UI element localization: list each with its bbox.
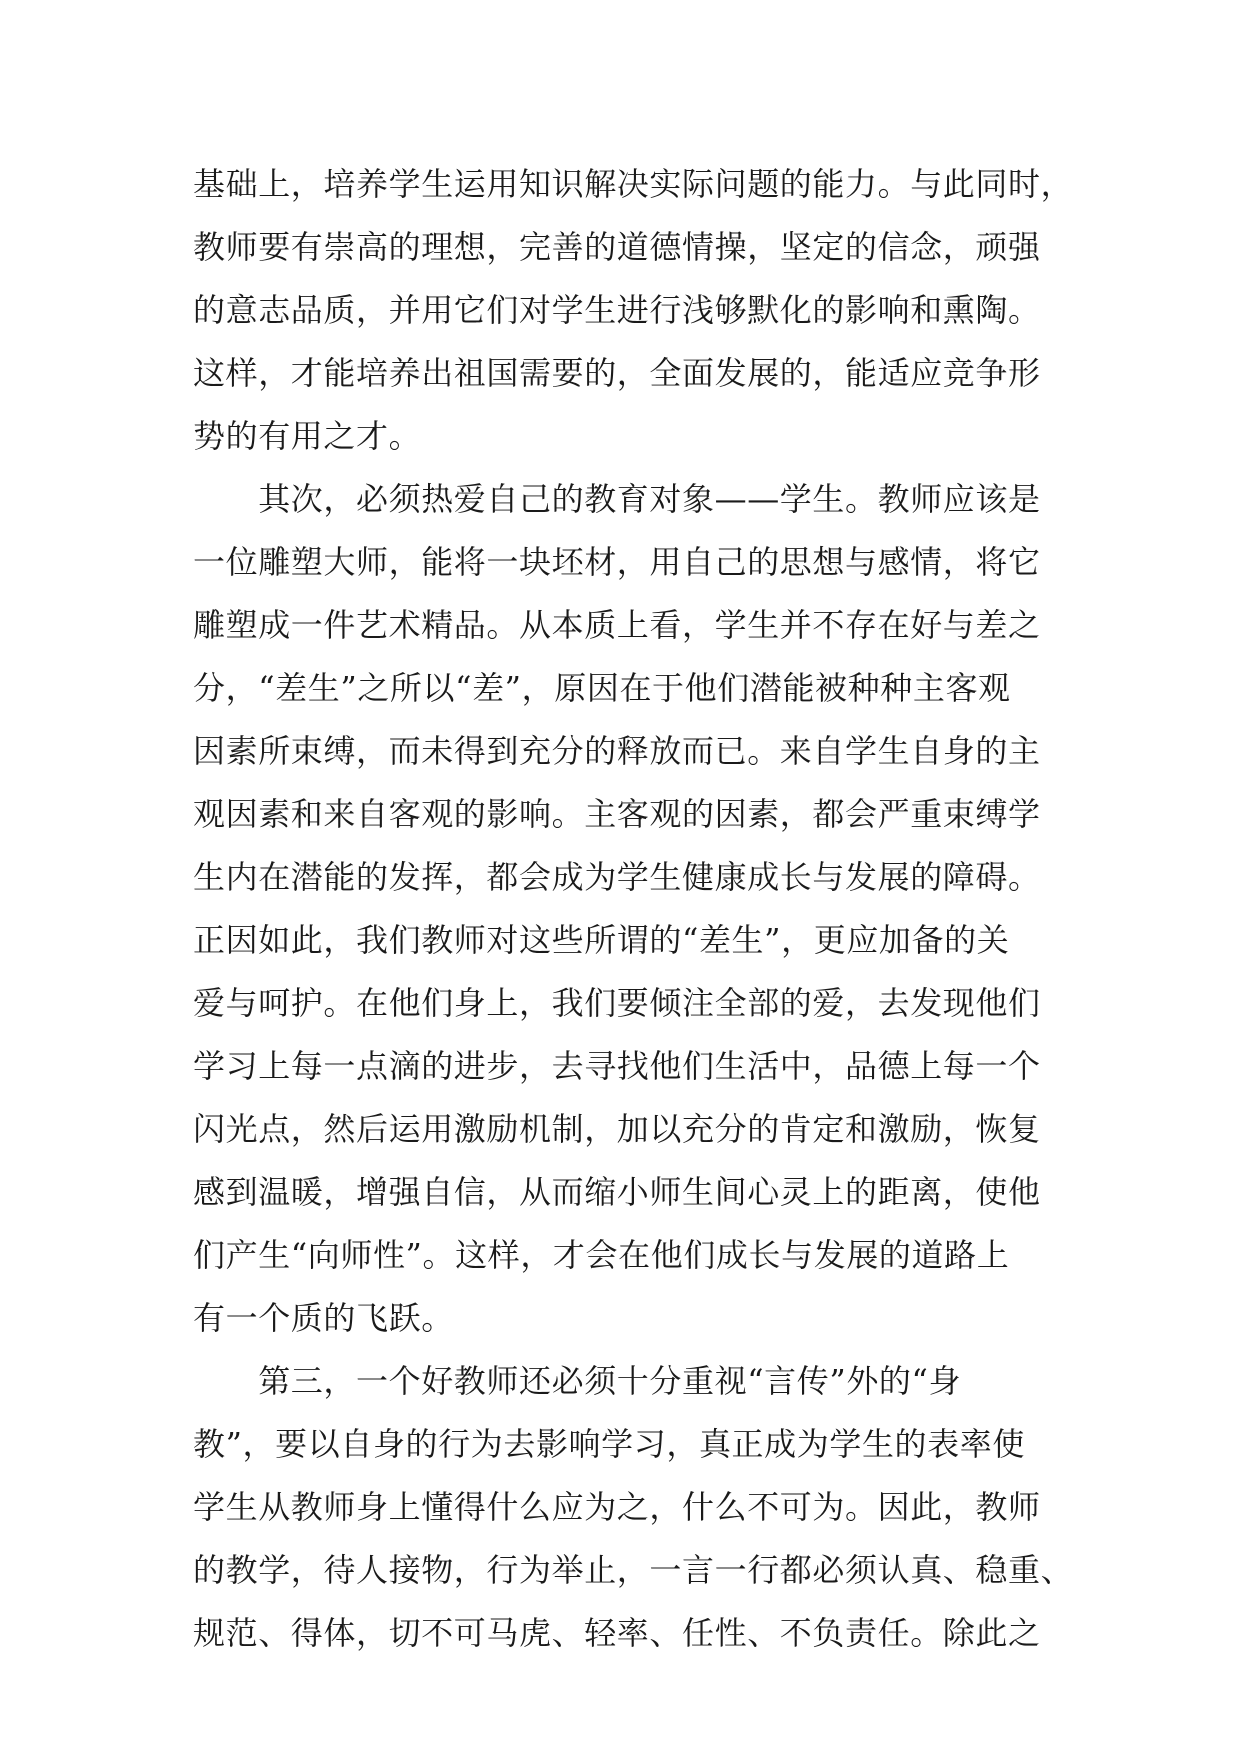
text-line: 学习上每一点滴的进步，去寻找他们生活中，品德上每一个 xyxy=(193,1047,1041,1085)
text-line: 教师要有崇高的理想，完善的道德情操，坚定的信念，顽强 xyxy=(193,228,1041,266)
text-line: 雕塑成一件艺术精品。从本质上看，学生并不存在好与差之 xyxy=(193,606,1041,644)
text-line: 生内在潜能的发挥，都会成为学生健康成长与发展的障碍。 xyxy=(193,858,1041,896)
text-line: 正因如此，我们教师对这些所谓的“差生”，更应加备的关 xyxy=(193,921,1010,959)
text-line: 势的有用之才。 xyxy=(193,417,422,455)
body-text xyxy=(193,153,1073,1665)
text-line: 教”，要以自身的行为去影响学习，真正成为学生的表率使 xyxy=(193,1425,1025,1463)
text-line: 爱与呵护。在他们身上，我们要倾注全部的爱，去发现他们 xyxy=(193,984,1041,1022)
text-line: 一位雕塑大师，能将一块坯材，用自己的思想与感情，将它 xyxy=(193,543,1041,581)
text-line: 分，“差生”之所以“差”，原因在于他们潜能被种种主客观 xyxy=(193,669,1011,707)
text-line: 感到温暖，增强自信，从而缩小师生间心灵上的距离，使他 xyxy=(193,1173,1041,1211)
text-line: 观因素和来自客观的影响。主客观的因素，都会严重束缚学 xyxy=(193,795,1041,833)
text-line: 规范、得体，切不可马虎、轻率、任性、不负责任。除此之 xyxy=(193,1614,1041,1652)
text-line: 第三，一个好教师还必须十分重视“言传”外的“身 xyxy=(193,1362,962,1400)
text-line: 闪光点，然后运用激励机制，加以充分的肯定和激励，恢复 xyxy=(193,1110,1041,1148)
text-line: 们产生“向师性”。这样，才会在他们成长与发展的道路上 xyxy=(193,1236,1010,1274)
text-line: 其次，必须热爱自己的教育对象——学生。教师应该是 xyxy=(193,480,1041,518)
text-line: 这样，才能培养出祖国需要的，全面发展的，能适应竞争形 xyxy=(193,354,1041,392)
text-line: 的意志品质，并用它们对学生进行浅够默化的影响和熏陶。 xyxy=(193,291,1041,329)
text-line: 有一个质的飞跃。 xyxy=(193,1299,454,1337)
text-line: 因素所束缚，而未得到充分的释放而已。来自学生自身的主 xyxy=(193,732,1041,770)
text-line: 的教学，待人接物，行为举止，一言一行都必须认真、稳重、 xyxy=(193,1551,1074,1589)
text-line: 基础上，培养学生运用知识解决实际问题的能力。与此同时， xyxy=(193,165,1074,203)
text-line: 学生从教师身上懂得什么应为之，什么不可为。因此，教师 xyxy=(193,1488,1041,1526)
